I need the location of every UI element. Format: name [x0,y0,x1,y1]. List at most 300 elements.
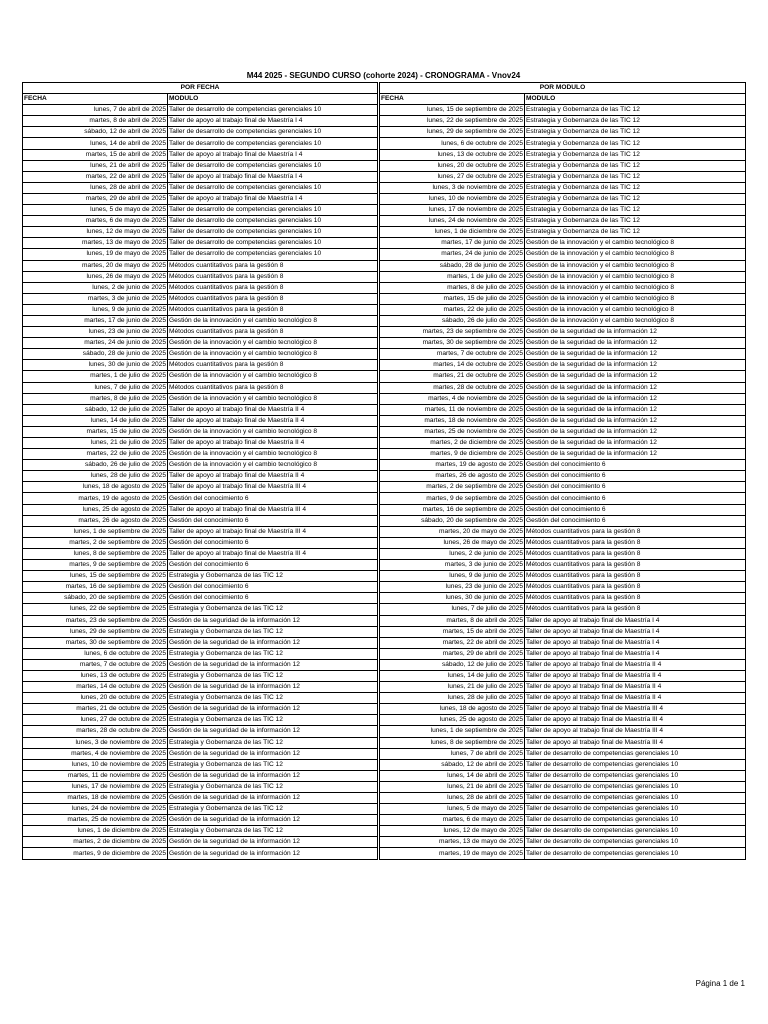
table-row [23,604,746,615]
fecha-cell: sábado, 12 de abril de 2025 [380,759,525,770]
modulo-cell: Taller de apoyo al trabajo final de Maestría II 4 [525,682,746,693]
fecha-cell: sábado, 20 de septiembre de 2025 [23,593,168,604]
fecha-cell: sábado, 12 de julio de 2025 [380,659,525,670]
fecha-cell: martes, 19 de agosto de 2025 [380,460,525,471]
fecha-cell: martes, 17 de junio de 2025 [380,238,525,249]
fecha-cell: lunes, 7 de abril de 2025 [380,748,525,759]
table-row [23,682,746,693]
modulo-cell: Taller de desarrollo de competencias gerenciales 10 [525,804,746,815]
fecha-cell: martes, 18 de noviembre de 2025 [380,415,525,426]
modulo-cell: Estrategia y Gobernanza de las TIC 12 [525,193,746,204]
fecha-cell: lunes, 9 de junio de 2025 [380,571,525,582]
modulo-cell: Taller de desarrollo de competencias gerenciales 10 [168,182,378,193]
table-row [23,426,746,437]
modulo-cell: Estrategia y Gobernanza de las TIC 12 [525,205,746,216]
table-row [23,715,746,726]
fecha-cell: martes, 4 de noviembre de 2025 [380,393,525,404]
fecha-cell: martes, 9 de septiembre de 2025 [380,493,525,504]
fecha-cell: martes, 28 de octubre de 2025 [23,726,168,737]
modulo-cell: Gestión del conocimiento 6 [168,515,378,526]
fecha-column-header: FECHA [23,94,168,105]
modulo-cell: Taller de apoyo al trabajo final de Maestría III 4 [525,726,746,737]
modulo-cell: Estrategia y Gobernanza de las TIC 12 [525,127,746,138]
fecha-cell: lunes, 6 de octubre de 2025 [23,648,168,659]
fecha-cell: lunes, 9 de junio de 2025 [23,304,168,315]
modulo-cell: Métodos cuantitativos para la gestión 8 [168,382,378,393]
fecha-cell: lunes, 14 de abril de 2025 [380,770,525,781]
modulo-cell: Taller de apoyo al trabajo final de Maestría I 4 [525,637,746,648]
fecha-cell: martes, 8 de julio de 2025 [380,282,525,293]
modulo-cell: Estrategia y Gobernanza de las TIC 12 [168,759,378,770]
modulo-cell: Taller de apoyo al trabajo final de Maestría I 4 [525,648,746,659]
modulo-cell: Gestión de la seguridad de la información 12 [525,449,746,460]
modulo-cell: Métodos cuantitativos para la gestión 8 [168,271,378,282]
fecha-cell: lunes, 26 de mayo de 2025 [23,271,168,282]
fecha-cell: lunes, 21 de abril de 2025 [23,160,168,171]
table-row [23,504,746,515]
fecha-cell: lunes, 22 de septiembre de 2025 [23,604,168,615]
fecha-cell: lunes, 8 de septiembre de 2025 [380,737,525,748]
fecha-cell: martes, 22 de abril de 2025 [380,637,525,648]
table-row [23,205,746,216]
fecha-cell: martes, 2 de diciembre de 2025 [23,837,168,848]
modulo-cell: Estrategia y Gobernanza de las TIC 12 [168,571,378,582]
fecha-cell: lunes, 24 de noviembre de 2025 [23,804,168,815]
fecha-cell: martes, 3 de junio de 2025 [23,293,168,304]
modulo-cell: Métodos cuantitativos para la gestión 8 [525,560,746,571]
fecha-column-header: FECHA [380,94,525,105]
modulo-cell: Gestión del conocimiento 6 [168,493,378,504]
table-row [23,759,746,770]
table-row [23,404,746,415]
modulo-cell: Estrategia y Gobernanza de las TIC 12 [525,116,746,127]
modulo-cell: Métodos cuantitativos para la gestión 8 [168,360,378,371]
page-number: Página 1 de 1 [695,979,745,988]
fecha-cell: lunes, 30 de junio de 2025 [380,593,525,604]
modulo-cell: Gestión de la innovación y el cambio tecnológico 8 [168,426,378,437]
modulo-cell: Gestión de la seguridad de la información 12 [525,349,746,360]
table-row [23,548,746,559]
fecha-cell: martes, 13 de mayo de 2025 [380,837,525,848]
table-row [23,537,746,548]
fecha-cell: martes, 17 de junio de 2025 [23,315,168,326]
modulo-cell: Taller de apoyo al trabajo final de Maestría II 4 [525,659,746,670]
table-row [23,637,746,648]
modulo-cell: Estrategia y Gobernanza de las TIC 12 [525,105,746,116]
fecha-cell: lunes, 2 de junio de 2025 [380,548,525,559]
fecha-cell: martes, 9 de diciembre de 2025 [380,449,525,460]
modulo-cell: Gestión de la seguridad de la información 12 [168,659,378,670]
table-row [23,438,746,449]
fecha-cell: martes, 30 de septiembre de 2025 [23,637,168,648]
fecha-cell: sábado, 12 de julio de 2025 [23,404,168,415]
modulo-cell: Taller de desarrollo de competencias gerenciales 10 [525,781,746,792]
fecha-cell: martes, 26 de agosto de 2025 [23,515,168,526]
fecha-cell: martes, 9 de septiembre de 2025 [23,560,168,571]
modulo-cell: Taller de apoyo al trabajo final de Maestría I 4 [525,615,746,626]
modulo-cell: Taller de apoyo al trabajo final de Maestría III 4 [525,715,746,726]
fecha-cell: lunes, 17 de noviembre de 2025 [23,781,168,792]
fecha-cell: martes, 8 de abril de 2025 [380,615,525,626]
fecha-cell: lunes, 20 de octubre de 2025 [380,160,525,171]
table-row [23,138,746,149]
fecha-cell: lunes, 7 de abril de 2025 [23,105,168,116]
modulo-cell: Taller de desarrollo de competencias gerenciales 10 [168,238,378,249]
table-row [23,371,746,382]
modulo-cell: Estrategia y Gobernanza de las TIC 12 [168,804,378,815]
modulo-cell: Taller de apoyo al trabajo final de Maestría II 4 [168,471,378,482]
modulo-cell: Taller de apoyo al trabajo final de Maestría III 4 [168,548,378,559]
table-row [23,227,746,238]
modulo-cell: Taller de apoyo al trabajo final de Maestría II 4 [525,670,746,681]
fecha-cell: martes, 19 de agosto de 2025 [23,493,168,504]
table-row [23,105,746,116]
fecha-cell: martes, 3 de junio de 2025 [380,560,525,571]
fecha-cell: lunes, 21 de abril de 2025 [380,781,525,792]
modulo-cell: Gestión de la innovación y el cambio tecnológico 8 [168,393,378,404]
modulo-cell: Estrategia y Gobernanza de las TIC 12 [525,138,746,149]
fecha-cell: martes, 29 de abril de 2025 [380,648,525,659]
modulo-cell: Taller de desarrollo de competencias gerenciales 10 [525,815,746,826]
table-row [23,116,746,127]
table-row [23,460,746,471]
table-row [23,304,746,315]
modulo-cell: Estrategia y Gobernanza de las TIC 12 [525,182,746,193]
modulo-cell: Gestión de la innovación y el cambio tecnológico 8 [525,271,746,282]
modulo-cell: Gestión de la seguridad de la información 12 [525,338,746,349]
modulo-cell: Métodos cuantitativos para la gestión 8 [525,604,746,615]
table-row [23,693,746,704]
modulo-cell: Métodos cuantitativos para la gestión 8 [168,327,378,338]
modulo-cell: Gestión de la innovación y el cambio tecnológico 8 [168,371,378,382]
fecha-cell: lunes, 19 de mayo de 2025 [23,249,168,260]
table-row [23,327,746,338]
modulo-cell: Taller de apoyo al trabajo final de Maestría III 4 [525,737,746,748]
modulo-cell: Estrategia y Gobernanza de las TIC 12 [525,160,746,171]
table-row [23,804,746,815]
fecha-cell: martes, 8 de abril de 2025 [23,116,168,127]
fecha-cell: lunes, 21 de julio de 2025 [23,438,168,449]
modulo-cell: Gestión de la innovación y el cambio tecnológico 8 [525,304,746,315]
modulo-cell: Gestión de la seguridad de la información 12 [525,382,746,393]
modulo-cell: Gestión de la innovación y el cambio tecnológico 8 [168,338,378,349]
modulo-cell: Gestión de la innovación y el cambio tecnológico 8 [525,260,746,271]
table-row [23,848,746,859]
fecha-cell: martes, 29 de abril de 2025 [23,193,168,204]
modulo-cell: Gestión de la innovación y el cambio tecnológico 8 [168,349,378,360]
fecha-cell: martes, 7 de octubre de 2025 [23,659,168,670]
modulo-cell: Taller de apoyo al trabajo final de Maestría III 4 [168,504,378,515]
modulo-cell: Estrategia y Gobernanza de las TIC 12 [168,826,378,837]
fecha-cell: lunes, 1 de diciembre de 2025 [23,826,168,837]
fecha-cell: sábado, 28 de junio de 2025 [23,349,168,360]
fecha-cell: lunes, 29 de septiembre de 2025 [380,127,525,138]
fecha-cell: lunes, 30 de junio de 2025 [23,360,168,371]
modulo-cell: Taller de desarrollo de competencias gerenciales 10 [168,205,378,216]
fecha-cell: lunes, 2 de junio de 2025 [23,282,168,293]
table-row [23,238,746,249]
table-row [23,515,746,526]
table-row [23,449,746,460]
fecha-cell: martes, 24 de junio de 2025 [23,338,168,349]
table-row [23,826,746,837]
modulo-cell: Taller de apoyo al trabajo final de Maestría III 4 [168,526,378,537]
modulo-cell: Taller de desarrollo de competencias gerenciales 10 [525,759,746,770]
modulo-cell: Taller de desarrollo de competencias gerenciales 10 [525,837,746,848]
fecha-cell: martes, 4 de noviembre de 2025 [23,748,168,759]
modulo-cell: Gestión de la seguridad de la información 12 [168,615,378,626]
fecha-cell: martes, 23 de septiembre de 2025 [380,327,525,338]
modulo-cell: Gestión de la seguridad de la información 12 [168,815,378,826]
fecha-cell: lunes, 26 de mayo de 2025 [380,537,525,548]
table-row [23,471,746,482]
modulo-cell: Métodos cuantitativos para la gestión 8 [525,537,746,548]
schedule-rows [23,105,746,859]
fecha-cell: lunes, 23 de junio de 2025 [380,582,525,593]
fecha-cell: lunes, 28 de julio de 2025 [23,471,168,482]
fecha-cell: martes, 30 de septiembre de 2025 [380,338,525,349]
fecha-cell: sábado, 20 de septiembre de 2025 [380,515,525,526]
modulo-cell: Gestión de la seguridad de la información 12 [525,327,746,338]
table-row [23,837,746,848]
modulo-cell: Gestión de la seguridad de la información 12 [168,837,378,848]
modulo-cell: Gestión del conocimiento 6 [525,460,746,471]
modulo-cell: Estrategia y Gobernanza de las TIC 12 [168,781,378,792]
fecha-cell: martes, 14 de octubre de 2025 [380,360,525,371]
group-header-row [23,83,746,94]
table-row [23,382,746,393]
modulo-cell: Taller de apoyo al trabajo final de Maestría I 4 [168,149,378,160]
modulo-cell: Gestión de la seguridad de la información 12 [525,371,746,382]
table-row [23,704,746,715]
modulo-cell: Taller de apoyo al trabajo final de Maestría II 4 [168,415,378,426]
fecha-cell: lunes, 27 de octubre de 2025 [23,715,168,726]
modulo-cell: Gestión de la seguridad de la información 12 [168,848,378,859]
fecha-cell: lunes, 15 de septiembre de 2025 [23,571,168,582]
fecha-cell: lunes, 28 de abril de 2025 [23,182,168,193]
modulo-cell: Gestión del conocimiento 6 [525,504,746,515]
fecha-cell: sábado, 26 de julio de 2025 [380,315,525,326]
modulo-cell: Gestión de la seguridad de la información 12 [525,360,746,371]
fecha-cell: lunes, 29 de septiembre de 2025 [23,626,168,637]
modulo-cell: Métodos cuantitativos para la gestión 8 [525,593,746,604]
fecha-cell: martes, 15 de abril de 2025 [380,626,525,637]
fecha-cell: lunes, 3 de noviembre de 2025 [380,182,525,193]
modulo-cell: Métodos cuantitativos para la gestión 8 [525,526,746,537]
table-row [23,249,746,260]
table-row [23,393,746,404]
modulo-cell: Taller de desarrollo de competencias gerenciales 10 [525,770,746,781]
fecha-cell: lunes, 1 de diciembre de 2025 [380,227,525,238]
modulo-cell: Estrategia y Gobernanza de las TIC 12 [168,737,378,748]
table-row [23,726,746,737]
fecha-cell: martes, 24 de junio de 2025 [380,249,525,260]
modulo-cell: Gestión del conocimiento 6 [525,493,746,504]
modulo-cell: Taller de apoyo al trabajo final de Maestría I 4 [168,171,378,182]
modulo-cell: Taller de apoyo al trabajo final de Maestría I 4 [168,193,378,204]
fecha-cell: lunes, 12 de mayo de 2025 [380,826,525,837]
table-row [23,415,746,426]
table-row [23,593,746,604]
table-row [23,770,746,781]
modulo-cell: Métodos cuantitativos para la gestión 8 [525,571,746,582]
table-row [23,338,746,349]
table-row [23,182,746,193]
modulo-cell: Estrategia y Gobernanza de las TIC 12 [525,149,746,160]
fecha-cell: sábado, 26 de julio de 2025 [23,460,168,471]
fecha-cell: lunes, 27 de octubre de 2025 [380,171,525,182]
modulo-cell: Gestión de la seguridad de la información 12 [168,726,378,737]
fecha-cell: martes, 20 de mayo de 2025 [23,260,168,271]
fecha-cell: sábado, 12 de abril de 2025 [23,127,168,138]
fecha-cell: lunes, 7 de julio de 2025 [23,382,168,393]
modulo-cell: Gestión de la seguridad de la información 12 [525,393,746,404]
fecha-cell: martes, 21 de octubre de 2025 [380,371,525,382]
table-row [23,560,746,571]
table-row [23,160,746,171]
modulo-cell: Taller de desarrollo de competencias gerenciales 10 [168,227,378,238]
modulo-cell: Taller de apoyo al trabajo final de Maestría II 4 [168,404,378,415]
modulo-cell: Gestión de la seguridad de la información 12 [168,704,378,715]
modulo-cell: Métodos cuantitativos para la gestión 8 [168,282,378,293]
modulo-cell: Métodos cuantitativos para la gestión 8 [168,304,378,315]
fecha-cell: martes, 21 de octubre de 2025 [23,704,168,715]
fecha-cell: lunes, 14 de julio de 2025 [23,415,168,426]
modulo-cell: Métodos cuantitativos para la gestión 8 [525,582,746,593]
modulo-cell: Taller de desarrollo de competencias gerenciales 10 [168,138,378,149]
fecha-cell: lunes, 13 de octubre de 2025 [23,670,168,681]
fecha-cell: martes, 7 de octubre de 2025 [380,349,525,360]
modulo-column-header: MODULO [525,94,746,105]
modulo-cell: Gestión de la innovación y el cambio tecnológico 8 [525,238,746,249]
fecha-cell: martes, 16 de septiembre de 2025 [380,504,525,515]
fecha-cell: lunes, 1 de septiembre de 2025 [380,726,525,737]
fecha-cell: lunes, 22 de septiembre de 2025 [380,116,525,127]
modulo-cell: Estrategia y Gobernanza de las TIC 12 [168,693,378,704]
fecha-cell: lunes, 24 de noviembre de 2025 [380,216,525,227]
fecha-cell: martes, 11 de noviembre de 2025 [380,404,525,415]
fecha-cell: martes, 16 de septiembre de 2025 [23,582,168,593]
modulo-cell: Métodos cuantitativos para la gestión 8 [168,293,378,304]
modulo-cell: Gestión del conocimiento 6 [525,482,746,493]
fecha-cell: lunes, 20 de octubre de 2025 [23,693,168,704]
modulo-cell: Taller de desarrollo de competencias gerenciales 10 [525,748,746,759]
fecha-cell: lunes, 10 de noviembre de 2025 [380,193,525,204]
table-row [23,360,746,371]
table-row [23,193,746,204]
table-row [23,526,746,537]
fecha-cell: lunes, 12 de mayo de 2025 [23,227,168,238]
fecha-cell: martes, 6 de mayo de 2025 [23,216,168,227]
modulo-cell: Estrategia y Gobernanza de las TIC 12 [168,626,378,637]
modulo-cell: Métodos cuantitativos para la gestión 8 [525,548,746,559]
fecha-cell: martes, 22 de julio de 2025 [380,304,525,315]
fecha-cell: lunes, 28 de abril de 2025 [380,793,525,804]
modulo-cell: Gestión del conocimiento 6 [168,582,378,593]
fecha-cell: lunes, 13 de octubre de 2025 [380,149,525,160]
fecha-cell: martes, 22 de abril de 2025 [23,171,168,182]
fecha-cell: martes, 18 de noviembre de 2025 [23,793,168,804]
modulo-cell: Taller de apoyo al trabajo final de Maestría III 4 [168,482,378,493]
fecha-cell: martes, 28 de octubre de 2025 [380,382,525,393]
modulo-cell: Gestión de la innovación y el cambio tecnológico 8 [525,315,746,326]
modulo-cell: Gestión de la innovación y el cambio tecnológico 8 [525,249,746,260]
fecha-cell: lunes, 5 de mayo de 2025 [380,804,525,815]
fecha-cell: lunes, 23 de junio de 2025 [23,327,168,338]
fecha-cell: lunes, 18 de agosto de 2025 [23,482,168,493]
table-row [23,260,746,271]
modulo-cell: Taller de desarrollo de competencias gerenciales 10 [525,848,746,859]
modulo-cell: Gestión del conocimiento 6 [168,593,378,604]
fecha-cell: lunes, 28 de julio de 2025 [380,693,525,704]
modulo-cell: Gestión del conocimiento 6 [525,515,746,526]
modulo-cell: Taller de desarrollo de competencias gerenciales 10 [525,793,746,804]
fecha-cell: sábado, 28 de junio de 2025 [380,260,525,271]
modulo-cell: Gestión del conocimiento 6 [525,471,746,482]
document-title: M44 2025 - SEGUNDO CURSO (cohorte 2024) - CRONOGRAMA - Vnov24 [246,71,521,80]
fecha-cell: martes, 26 de agosto de 2025 [380,471,525,482]
table-row [23,648,746,659]
fecha-cell: lunes, 17 de noviembre de 2025 [380,205,525,216]
fecha-cell: lunes, 10 de noviembre de 2025 [23,759,168,770]
table-row [23,626,746,637]
fecha-cell: martes, 22 de julio de 2025 [23,449,168,460]
fecha-cell: lunes, 21 de julio de 2025 [380,682,525,693]
modulo-cell: Gestión de la seguridad de la información 12 [168,793,378,804]
fecha-cell: martes, 11 de noviembre de 2025 [23,770,168,781]
fecha-cell: lunes, 25 de agosto de 2025 [23,504,168,515]
table-row [23,315,746,326]
fecha-cell: martes, 1 de julio de 2025 [23,371,168,382]
fecha-cell: lunes, 25 de agosto de 2025 [380,715,525,726]
modulo-cell: Gestión de la seguridad de la información 12 [168,637,378,648]
fecha-cell: martes, 15 de abril de 2025 [23,149,168,160]
table-row [23,482,746,493]
modulo-cell: Taller de apoyo al trabajo final de Maestría II 4 [168,438,378,449]
fecha-cell: martes, 1 de julio de 2025 [380,271,525,282]
modulo-cell: Estrategia y Gobernanza de las TIC 12 [525,227,746,238]
modulo-cell: Gestión del conocimiento 6 [168,537,378,548]
modulo-cell: Gestión de la seguridad de la información 12 [525,404,746,415]
modulo-cell: Taller de desarrollo de competencias gerenciales 10 [168,249,378,260]
modulo-cell: Taller de apoyo al trabajo final de Maestría I 4 [168,116,378,127]
fecha-cell: lunes, 7 de julio de 2025 [380,604,525,615]
table-row [23,793,746,804]
modulo-cell: Gestión del conocimiento 6 [168,560,378,571]
modulo-cell: Taller de apoyo al trabajo final de Maestría I 4 [525,626,746,637]
modulo-cell: Taller de apoyo al trabajo final de Maestría II 4 [525,693,746,704]
table-row [23,670,746,681]
fecha-cell: lunes, 8 de septiembre de 2025 [23,548,168,559]
table-row [23,615,746,626]
modulo-cell: Estrategia y Gobernanza de las TIC 12 [525,171,746,182]
modulo-cell: Gestión de la seguridad de la información 12 [525,415,746,426]
modulo-cell: Gestión de la innovación y el cambio tecnológico 8 [525,282,746,293]
fecha-cell: martes, 13 de mayo de 2025 [23,238,168,249]
fecha-cell: martes, 9 de diciembre de 2025 [23,848,168,859]
modulo-column-header: MODULO [168,94,378,105]
table-row [23,737,746,748]
fecha-cell: martes, 25 de noviembre de 2025 [23,815,168,826]
fecha-cell: lunes, 5 de mayo de 2025 [23,205,168,216]
modulo-cell: Gestión de la innovación y el cambio tecnológico 8 [168,315,378,326]
modulo-cell: Taller de desarrollo de competencias gerenciales 10 [168,216,378,227]
table-row [23,293,746,304]
modulo-cell: Gestión de la innovación y el cambio tecnológico 8 [168,449,378,460]
fecha-cell: martes, 20 de mayo de 2025 [380,526,525,537]
table-row [23,282,746,293]
fecha-cell: martes, 6 de mayo de 2025 [380,815,525,826]
